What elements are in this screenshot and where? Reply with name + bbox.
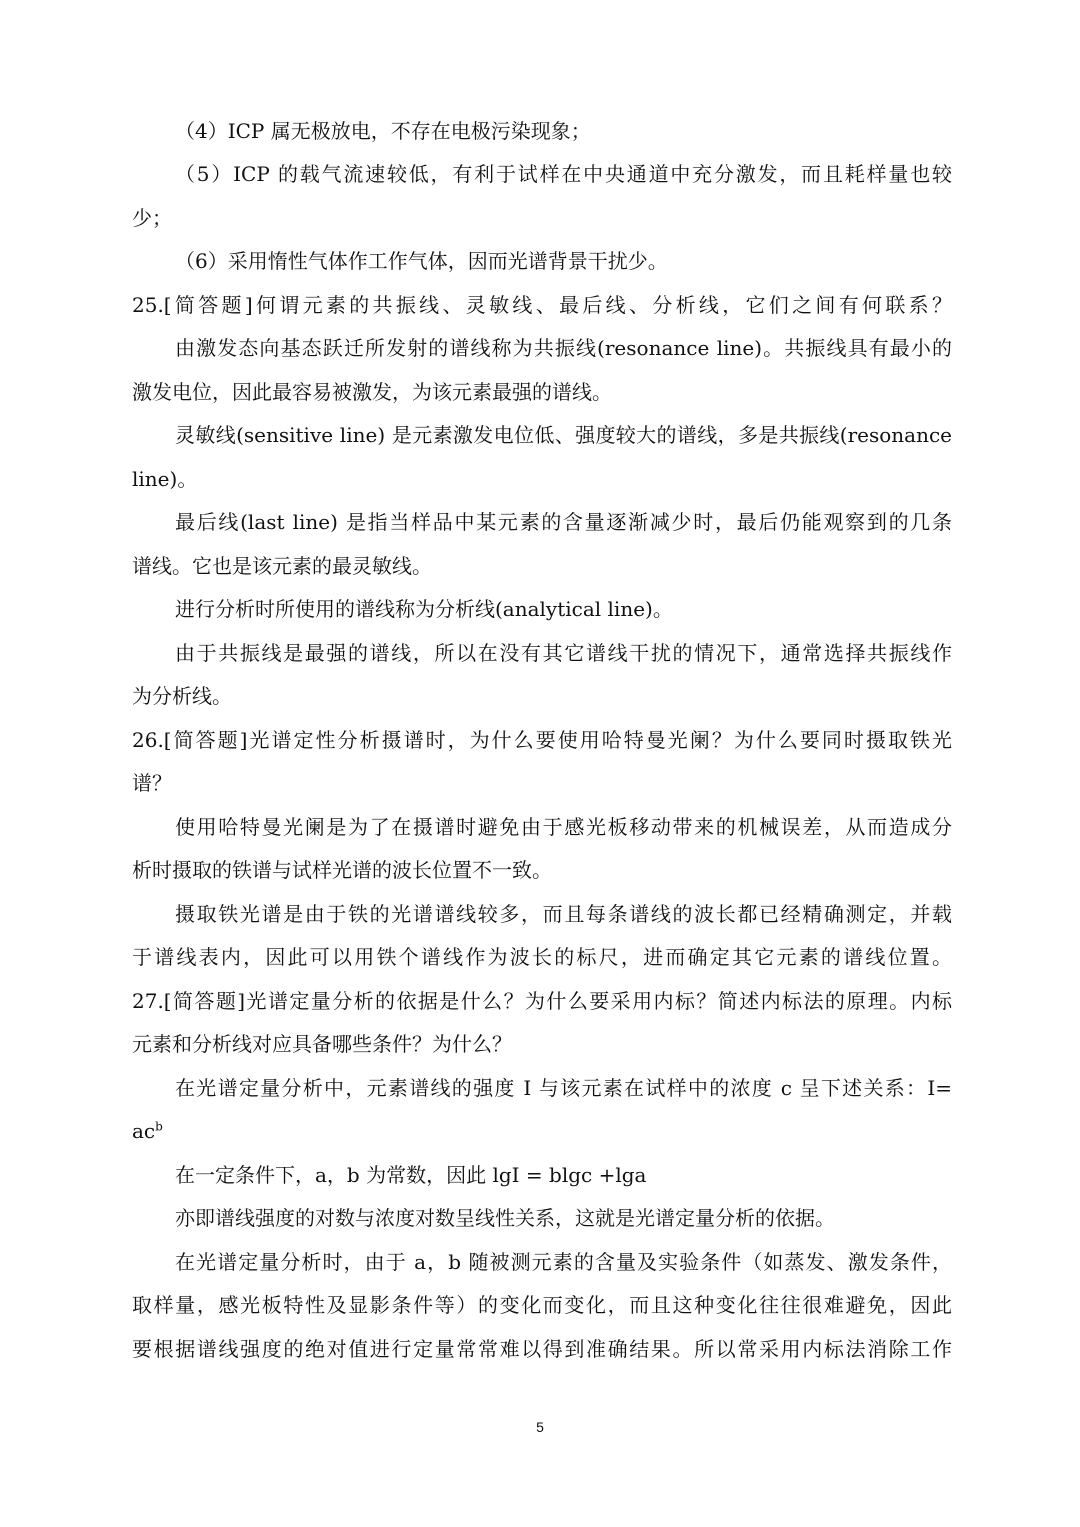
text-line: 为分析线。 (132, 684, 232, 708)
text-line: 析时摄取的铁谱与试样光谱的波长位置不一致。 (132, 858, 552, 882)
formula-base: ac (132, 1119, 156, 1143)
question-heading: 25.[简答题]何谓元素的共振线、灵敏线、最后线、分析线，它们之间有何联系？ (132, 293, 952, 317)
page-number: 5 (536, 1419, 544, 1435)
text-line: 在光谱定量分析中，元素谱线的强度 I 与该元素在试样中的浓度 c 呈下述关系：I= (175, 1076, 952, 1100)
text-line: 使用哈特曼光阑是为了在摄谱时避免由于感光板移动带来的机械误差，从而造成分 (175, 815, 952, 839)
text-line: 摄取铁光谱是由于铁的光谱谱线较多，而且每条谱线的波长都已经精确测定，并载 (175, 902, 952, 926)
text-line: 谱？ (132, 771, 172, 795)
formula-line (132, 1118, 952, 1144)
text-line: 元素和分析线对应具备哪些条件？为什么？ (132, 1032, 512, 1056)
text-line: 于谱线表内，因此可以用铁个谱线作为波长的标尺，进而确定其它元素的谱线位置。 (132, 945, 952, 969)
text-line: 激发电位，因此最容易被激发，为该元素最强的谱线。 (132, 380, 612, 404)
text-line: （5）ICP 的载气流速较低，有利于试样在中央通道中充分激发，而且耗样量也较 (175, 162, 952, 186)
text-line: line)。 (132, 467, 198, 491)
text-line: 最后线(last line) 是指当样品中某元素的含量逐渐减少时，最后仍能观察到的几条 (175, 510, 952, 534)
text-line: 少； (132, 206, 172, 230)
question-heading: 27.[简答题]光谱定量分析的依据是什么？为什么要采用内标？简述内标法的原理。内标 (132, 989, 952, 1013)
text-line: 要根据谱线强度的绝对值进行定量常常难以得到准确结果。所以常采用内标法消除工作 (132, 1337, 952, 1361)
text-line: 由于共振线是最强的谱线，所以在没有其它谱线干扰的情况下，通常选择共振线作 (175, 641, 952, 665)
text-line: （6）采用惰性气体作工作气体，因而光谱背景干扰少。 (175, 249, 668, 273)
text-line: （4）ICP 属无极放电，不存在电极污染现象； (175, 119, 591, 143)
text-line: 取样量，感光板特性及显影条件等）的变化而变化，而且这种变化往往很难避免，因此 (132, 1293, 952, 1317)
text-line: 进行分析时所使用的谱线称为分析线(analytical line)。 (175, 597, 673, 621)
text-line: 谱线。它也是该元素的最灵敏线。 (132, 554, 432, 578)
text-line: 在光谱定量分析时，由于 a，b 随被测元素的含量及实验条件（如蒸发、激发条件， (175, 1250, 952, 1274)
text-line: 亦即谱线强度的对数与浓度对数呈线性关系，这就是光谱定量分析的依据。 (175, 1206, 835, 1230)
text-line: 在一定条件下，a，b 为常数，因此 lgI = blgc +lga (175, 1163, 647, 1187)
question-heading: 26.[简答题]光谱定性分析摄谱时，为什么要使用哈特曼光阑？为什么要同时摄取铁光 (132, 728, 952, 752)
text-line: 灵敏线(sensitive line) 是元素激发电位低、强度较大的谱线，多是共振线(resonance (175, 423, 952, 447)
formula-exponent: b (155, 1119, 163, 1134)
text-line: 由激发态向基态跃迁所发射的谱线称为共振线(resonance line)。共振线具有最小的 (175, 336, 952, 360)
